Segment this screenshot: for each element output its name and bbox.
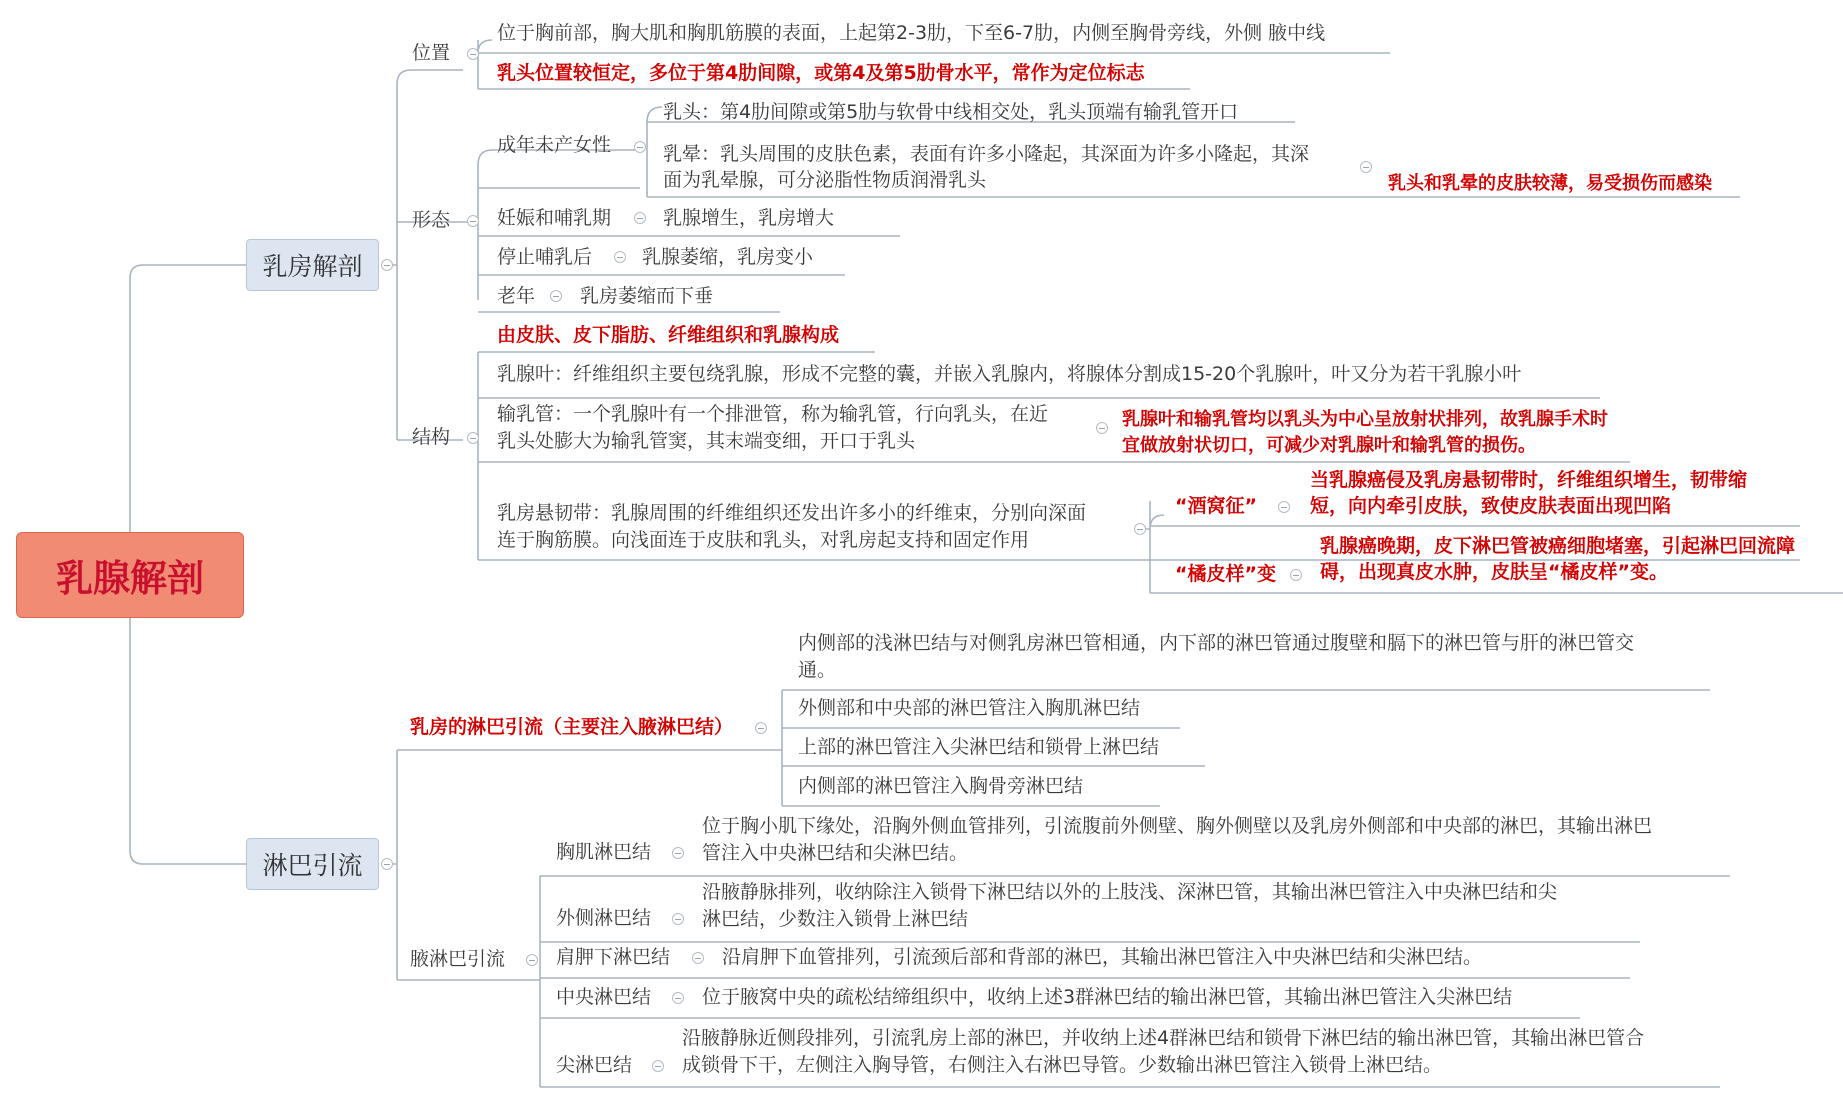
drainage-item-4[interactable]: 内侧部的淋巴管注入胸骨旁淋巴结 (798, 775, 1084, 797)
peau-desc-line1[interactable]: 乳腺癌晚期，皮下淋巴管被癌细胞堵塞，引起淋巴回流障 (1320, 535, 1796, 557)
collapse-icon[interactable] (672, 847, 684, 859)
areola-desc-line1[interactable]: 乳晕：乳头周围的皮肤色素，表面有许多小隆起，其深面为许多小隆起，其深 (663, 143, 1310, 165)
apical-desc-line2[interactable]: 成锁骨下干，左侧注入胸导管，右侧注入右淋巴导管。少数输出淋巴管注入锁骨上淋巴结。 (682, 1054, 1443, 1076)
ducts-note-line2[interactable]: 宜做放射状切口，可减少对乳腺叶和输乳管的损伤。 (1122, 435, 1536, 456)
structure-ligament-line2[interactable]: 连于胸筋膜。向浅面连于皮肤和乳头，对乳房起支持和固定作用 (497, 529, 1030, 551)
topic-position[interactable]: 位置 (412, 42, 451, 64)
structure-lobes[interactable]: 乳腺叶：纤维组织主要包绕乳腺，形成不完整的囊，并嵌入乳腺内，将腺体分割成15-20个乳腺叶，叶又分为若干乳腺小叶 (497, 363, 1522, 385)
collapse-icon[interactable] (1360, 161, 1372, 173)
structure-composition[interactable]: 由皮肤、皮下脂肪、纤维组织和乳腺构成 (497, 324, 840, 346)
collapse-icon[interactable] (467, 432, 479, 444)
structure-ligament-line1[interactable]: 乳房悬韧带：乳腺周围的纤维组织还发出许多小的纤维束，分别向深面 (497, 502, 1087, 524)
collapse-icon[interactable] (1290, 569, 1302, 581)
drainage-item-3[interactable]: 上部的淋巴管注入尖淋巴结和锁骨上淋巴结 (798, 736, 1160, 758)
topic-pectoral-nodes[interactable]: 胸肌淋巴结 (556, 841, 652, 863)
branch-lymph-drainage[interactable]: 淋巴引流 (246, 838, 379, 890)
collapse-icon[interactable] (634, 141, 646, 153)
structure-ducts-line2[interactable]: 乳头处膨大为输乳管窦，其末端变细，开口于乳头 (497, 430, 916, 452)
collapse-icon[interactable] (381, 858, 393, 870)
dimple-desc-line1[interactable]: 当乳腺癌侵及乳房悬韧带时，纤维组织增生，韧带缩 (1310, 469, 1748, 491)
pectoral-desc-line1[interactable]: 位于胸小肌下缘处，沿胸外侧血管排列，引流腹前外侧壁、胸外侧壁以及乳房外侧部和中央部的淋巴，其输出淋巴 (702, 815, 1653, 837)
nipple-desc[interactable]: 乳头：第4肋间隙或第5肋与软骨中线相交处，乳头顶端有输乳管开口 (663, 101, 1239, 123)
branch-breast-anatomy[interactable]: 乳房解剖 (246, 239, 379, 291)
collapse-icon[interactable] (526, 954, 538, 966)
apical-desc-line1[interactable]: 沿腋静脉近侧段排列，引流乳房上部的淋巴，并收纳上述4群淋巴结和锁骨下淋巴结的输出淋巴管，其输出淋巴管合 (682, 1027, 1645, 1049)
collapse-icon[interactable] (1134, 523, 1146, 535)
root-topic[interactable]: 乳腺解剖 (16, 532, 244, 618)
topic-structure[interactable]: 结构 (412, 426, 451, 448)
dimple-desc-line2[interactable]: 短，向内牵引皮肤，致使皮肤表面出现凹陷 (1310, 495, 1672, 517)
drainage-item-2[interactable]: 外侧部和中央部的淋巴管注入胸肌淋巴结 (798, 697, 1141, 719)
position-item-1[interactable]: 位于胸前部，胸大肌和胸肌筋膜的表面，上起第2-3肋，下至6-7肋，内侧至胸骨旁线，外侧 腋中线 (497, 22, 1326, 44)
collapse-icon[interactable] (634, 212, 646, 224)
lateral-desc-line1[interactable]: 沿腋静脉排列，收纳除注入锁骨下淋巴结以外的上肢浅、深淋巴管，其输出淋巴管注入中央淋巴结和尖 (702, 881, 1558, 903)
post-lactation-desc[interactable]: 乳腺萎缩，乳房变小 (642, 246, 814, 268)
topic-dimple-sign[interactable]: “酒窝征” (1175, 495, 1257, 517)
topic-breast-lymph-drainage[interactable]: 乳房的淋巴引流（主要注入腋淋巴结） (410, 716, 734, 738)
collapse-icon[interactable] (672, 992, 684, 1004)
topic-post-lactation[interactable]: 停止哺乳后 (497, 246, 593, 268)
topic-nulliparous[interactable]: 成年未产女性 (497, 134, 612, 156)
collapse-icon[interactable] (692, 952, 704, 964)
topic-axillary-drainage[interactable]: 腋淋巴引流 (410, 948, 506, 970)
ducts-note-line1[interactable]: 乳腺叶和输乳管均以乳头为中心呈放射状排列，故乳腺手术时 (1122, 409, 1608, 430)
collapse-icon[interactable] (614, 251, 626, 263)
drainage-item-1-line2[interactable]: 通。 (798, 659, 837, 681)
topic-peau-d-orange[interactable]: “橘皮样”变 (1175, 563, 1276, 585)
collapse-icon[interactable] (381, 259, 393, 271)
elderly-desc[interactable]: 乳房萎缩而下垂 (580, 285, 714, 307)
topic-pregnancy[interactable]: 妊娠和哺乳期 (497, 207, 612, 229)
peau-desc-line2[interactable]: 碍，出现真皮水肿，皮肤呈“橘皮样”变。 (1320, 561, 1668, 583)
topic-morphology[interactable]: 形态 (412, 209, 451, 231)
collapse-icon[interactable] (672, 913, 684, 925)
collapse-icon[interactable] (467, 48, 479, 60)
central-desc[interactable]: 位于腋窝中央的疏松结缔组织中，收纳上述3群淋巴结的输出淋巴管，其输出淋巴管注入尖淋巴结 (702, 986, 1513, 1008)
drainage-item-1-line1[interactable]: 内侧部的浅淋巴结与对侧乳房淋巴管相通，内下部的淋巴管通过腹壁和膈下的淋巴管与肝的淋巴管交 (798, 632, 1635, 654)
collapse-icon[interactable] (1278, 501, 1290, 513)
topic-elderly[interactable]: 老年 (497, 285, 536, 307)
topic-apical-nodes[interactable]: 尖淋巴结 (556, 1054, 633, 1076)
collapse-icon[interactable] (1096, 422, 1108, 434)
pregnancy-desc[interactable]: 乳腺增生，乳房增大 (663, 207, 835, 229)
topic-subscapular-nodes[interactable]: 肩胛下淋巴结 (556, 946, 671, 968)
structure-ducts-line1[interactable]: 输乳管：一个乳腺叶有一个排泄管，称为输乳管，行向乳头，在近 (497, 403, 1049, 425)
areola-note[interactable]: 乳头和乳晕的皮肤较薄，易受损伤而感染 (1388, 173, 1712, 194)
topic-lateral-nodes[interactable]: 外侧淋巴结 (556, 907, 652, 929)
position-item-2[interactable]: 乳头位置较恒定，多位于第4肋间隙，或第4及第5肋骨水平，常作为定位标志 (497, 62, 1145, 84)
collapse-icon[interactable] (652, 1060, 664, 1072)
lateral-desc-line2[interactable]: 淋巴结，少数注入锁骨上淋巴结 (702, 908, 969, 930)
collapse-icon[interactable] (467, 215, 479, 227)
pectoral-desc-line2[interactable]: 管注入中央淋巴结和尖淋巴结。 (702, 842, 969, 864)
areola-desc-line2[interactable]: 面为乳晕腺，可分泌脂性物质润滑乳头 (663, 169, 987, 191)
collapse-icon[interactable] (755, 722, 767, 734)
topic-central-nodes[interactable]: 中央淋巴结 (556, 986, 652, 1008)
collapse-icon[interactable] (550, 290, 562, 302)
subscapular-desc[interactable]: 沿肩胛下血管排列，引流颈后部和背部的淋巴，其输出淋巴管注入中央淋巴结和尖淋巴结。 (722, 946, 1483, 968)
